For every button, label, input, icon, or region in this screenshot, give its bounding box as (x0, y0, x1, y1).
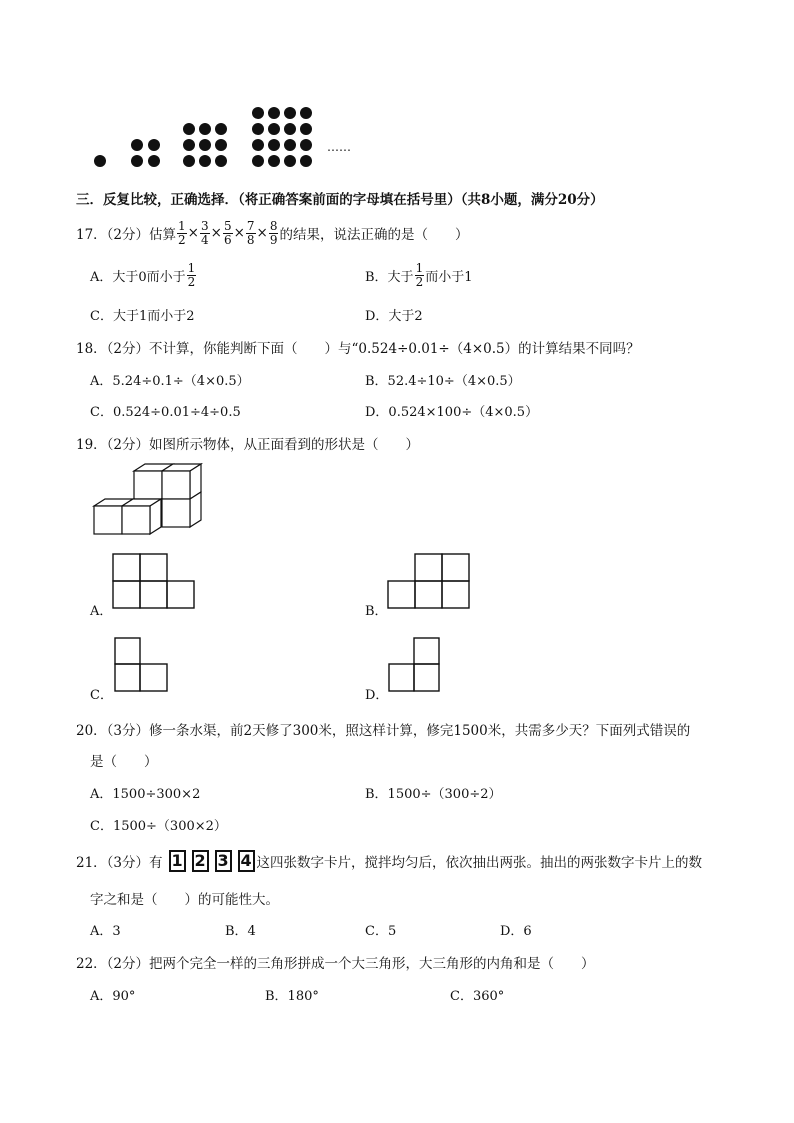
q17-suffix: 的结果，说法正确的是（ ） (279, 227, 469, 243)
times-sign: × (256, 225, 268, 241)
question-20: 20．（3分）修一条水渠，前2天修了300米，照这样计算，修完1500米，共需多少天？下面列式错误的 (76, 723, 691, 739)
dots-ellipsis: …… (327, 140, 351, 154)
times-sign: × (210, 225, 222, 241)
q20-option-a[interactable]: A．1500÷300×2 (90, 787, 201, 802)
q17-fraction-3: $\frac{5}{6}$ (223, 218, 232, 247)
times-sign: × (187, 225, 199, 241)
question-19: 19．（2分）如图所示物体，从正面看到的形状是（ ） (76, 437, 420, 453)
q19-option-c[interactable]: C． (90, 688, 113, 703)
q19-option-b[interactable]: B． (365, 604, 388, 619)
q19-option-d[interactable]: D． (365, 688, 389, 703)
option-text: B．大于 (365, 269, 414, 285)
q22-option-b[interactable]: B．180° (265, 989, 319, 1004)
q17-prefix: 17．（2分）估算 (76, 227, 177, 243)
number-card-1: 1 (169, 850, 186, 872)
option-text: A．大于0而小于 (90, 269, 186, 285)
number-card-3: 3 (215, 850, 232, 872)
q18-option-a[interactable]: A．5.24÷0.1÷（4×0.5） (90, 374, 250, 389)
q18-option-d[interactable]: D．0.524×100÷（4×0.5） (365, 405, 539, 420)
q21-option-b[interactable]: B．4 (225, 924, 256, 939)
q17-fraction-5: $\frac{8}{9}$ (269, 218, 278, 247)
q17-fraction-2: $\frac{3}{4}$ (200, 218, 209, 247)
q17-option-d[interactable]: D．大于2 (365, 309, 423, 324)
q20-option-b[interactable]: B．1500÷（300÷2） (365, 787, 502, 802)
option-fraction: $\frac{1}{2}$ (415, 260, 424, 289)
question-20-line2: 是（ ） (90, 754, 158, 770)
number-card-4: 4 (238, 850, 255, 872)
q21-option-c[interactable]: C．5 (365, 924, 397, 939)
q17-fraction-4: $\frac{7}{8}$ (246, 218, 255, 247)
q21-prefix: 21．（3分）有 (76, 855, 163, 871)
q18-option-b[interactable]: B．52.4÷10÷（4×0.5） (365, 374, 521, 389)
option-fraction: $\frac{1}{2}$ (187, 260, 196, 289)
q21-option-a[interactable]: A．3 (90, 924, 121, 939)
q19-option-a[interactable]: A． (90, 604, 113, 619)
q17-fraction-1: $\frac{1}{2}$ (178, 218, 186, 247)
times-sign: × (233, 225, 245, 241)
q20-option-c[interactable]: C．1500÷（300×2） (90, 819, 227, 834)
question-21 (76, 848, 702, 874)
q22-option-c[interactable]: C．360° (450, 989, 505, 1004)
question-18: 18．（2分）不计算，你能判断下面（ ）与“0.524÷0.01÷（4×0.5）的计算结果不同吗？ (76, 341, 640, 357)
q17-option-c[interactable]: C．大于1而小于2 (90, 309, 195, 324)
question-21-line2: 字之和是（ ）的可能性大。 (90, 892, 279, 908)
question-22: 22．（2分）把两个完全一样的三角形拼成一个大三角形，大三角形的内角和是（ ） (76, 956, 595, 972)
q18-option-c[interactable]: C．0.524÷0.01÷4÷0.5 (90, 405, 241, 420)
option-text: 而小于1 (425, 269, 473, 285)
q21-suffix: 这四张数字卡片，搅拌均匀后，依次抽出两张。抽出的两张数字卡片上的数 (256, 855, 703, 871)
number-card-2: 2 (192, 850, 209, 872)
q22-option-a[interactable]: A．90° (90, 989, 136, 1004)
q21-option-d[interactable]: D．6 (500, 924, 532, 939)
section-title: 三．反复比较，正确选择．（将正确答案前面的字母填在括号里）（共8小题，满分20分） (76, 192, 604, 208)
